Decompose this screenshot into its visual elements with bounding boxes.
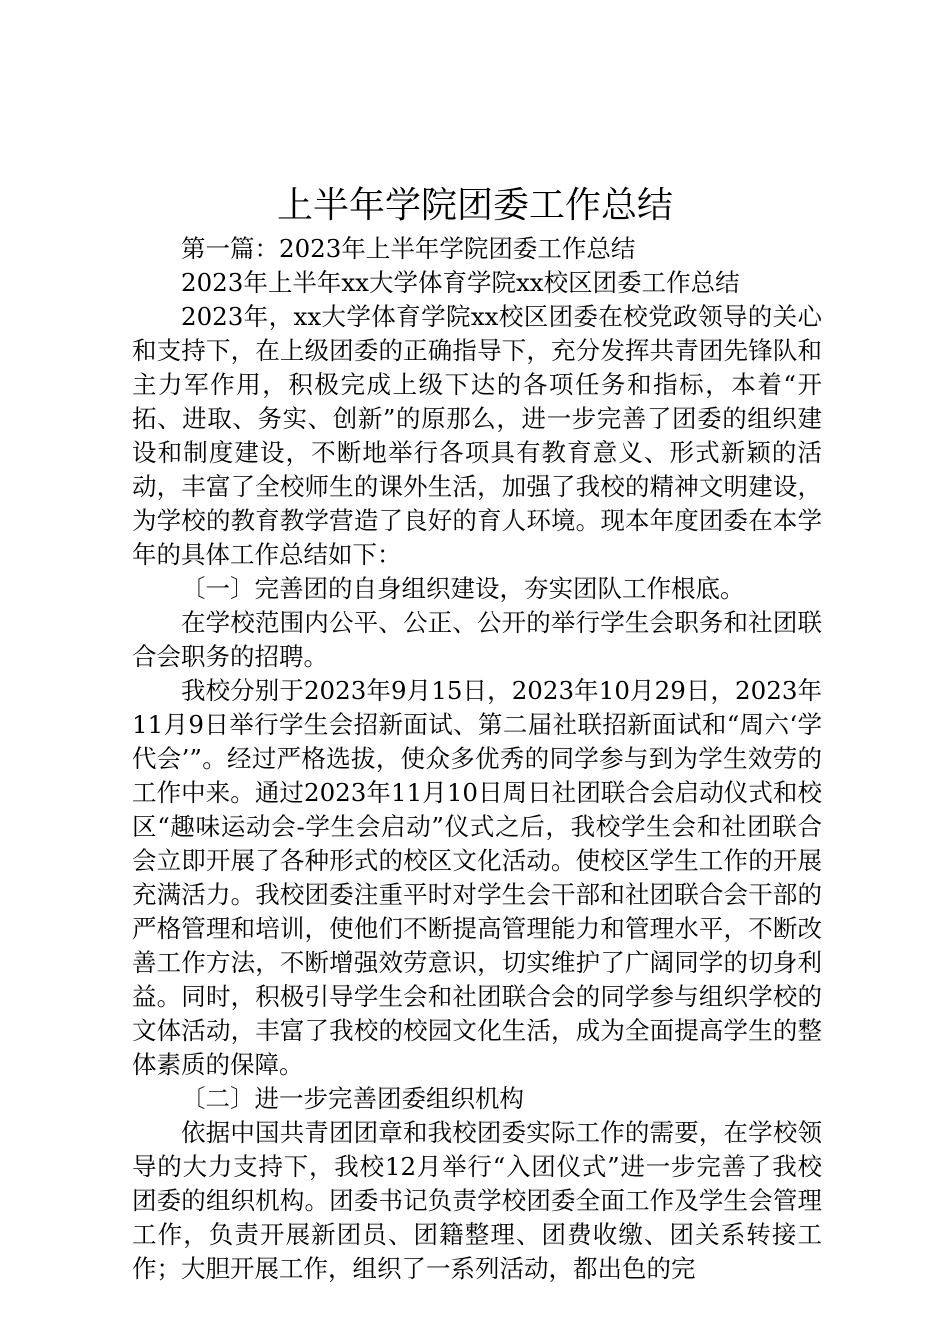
paragraph-recruitment: 在学校范围内公平、公正、公开的举行学生会职务和社团联合会职务的招聘。 (132, 608, 822, 671)
document-title: 上半年学院团委工作总结 (276, 185, 673, 226)
paragraph-activities: 我校分别于2023年9月15日，2023年10月29日，2023年11月9日举行学生会招新面试、第二届社联招新面试和“周六‘学代会’”。经过严格选拔，使众多优秀的同学参与到为学生效劳的工作中来。通过2023年11月10日周日社团联合会启动仪式和校区“趣味运动会-学生会启动”仪式之后，我校学生会和社团联合会立即开展了各种形式的校区文化活动。使校区学生工作的开展充满活力。我校团委注重平时对学生会干部和社团联合会干部的严格管理和培训，使他们不断提高管理能力和管理水平，不断改善工作方法，不断增强效劳意识，切实维护了广阔同学的切身利益。同时，积极引导学生会和社团联合会的同学参与组织学校的文体活动，丰富了我校的校园文化生活，成为全面提高学生的整体素质的保障。 (132, 676, 822, 1079)
subsection-heading-2: 〔二〕进一步完善团委组织机构 (181, 1084, 524, 1113)
report-subtitle: 2023年上半年xx大学体育学院xx校区团委工作总结 (181, 268, 740, 297)
section-heading: 第一篇：2023年上半年学院团委工作总结 (181, 234, 636, 263)
document-body (132, 232, 822, 1286)
subsection-heading-1: 〔一〕完善团的自身组织建设，夯实团队工作根底。 (181, 574, 745, 603)
intro-paragraph: 2023年，xx大学体育学院xx校区团委在校党政领导的关心和支持下，在上级团委的正确指导下，充分发挥共青团先锋队和主力军作用，积极完成上级下达的各项任务和指标，本着“开拓、进取、务实、创新”的原那么，进一步完善了团委的组织建设和制度建设，不断地举行各项具有教育意义、形式新颖的活动，丰富了全校师生的课外生活，加强了我校的精神文明建设，为学校的教育教学营造了良好的育人环境。现本年度团委在本学年的具体工作总结如下： (132, 302, 822, 569)
paragraph-organization: 依据中国共青团团章和我校团委实际工作的需要，在学校领导的大力支持下，我校12月举行“入团仪式”进一步完善了我校团委的组织机构。团委书记负责学校团委全面工作及学生会管理工作，负责开展新团员、团籍整理、团费收缴、团关系转接工作；大胆开展工作，组织了一系列活动，都出色的完 (132, 1118, 822, 1283)
